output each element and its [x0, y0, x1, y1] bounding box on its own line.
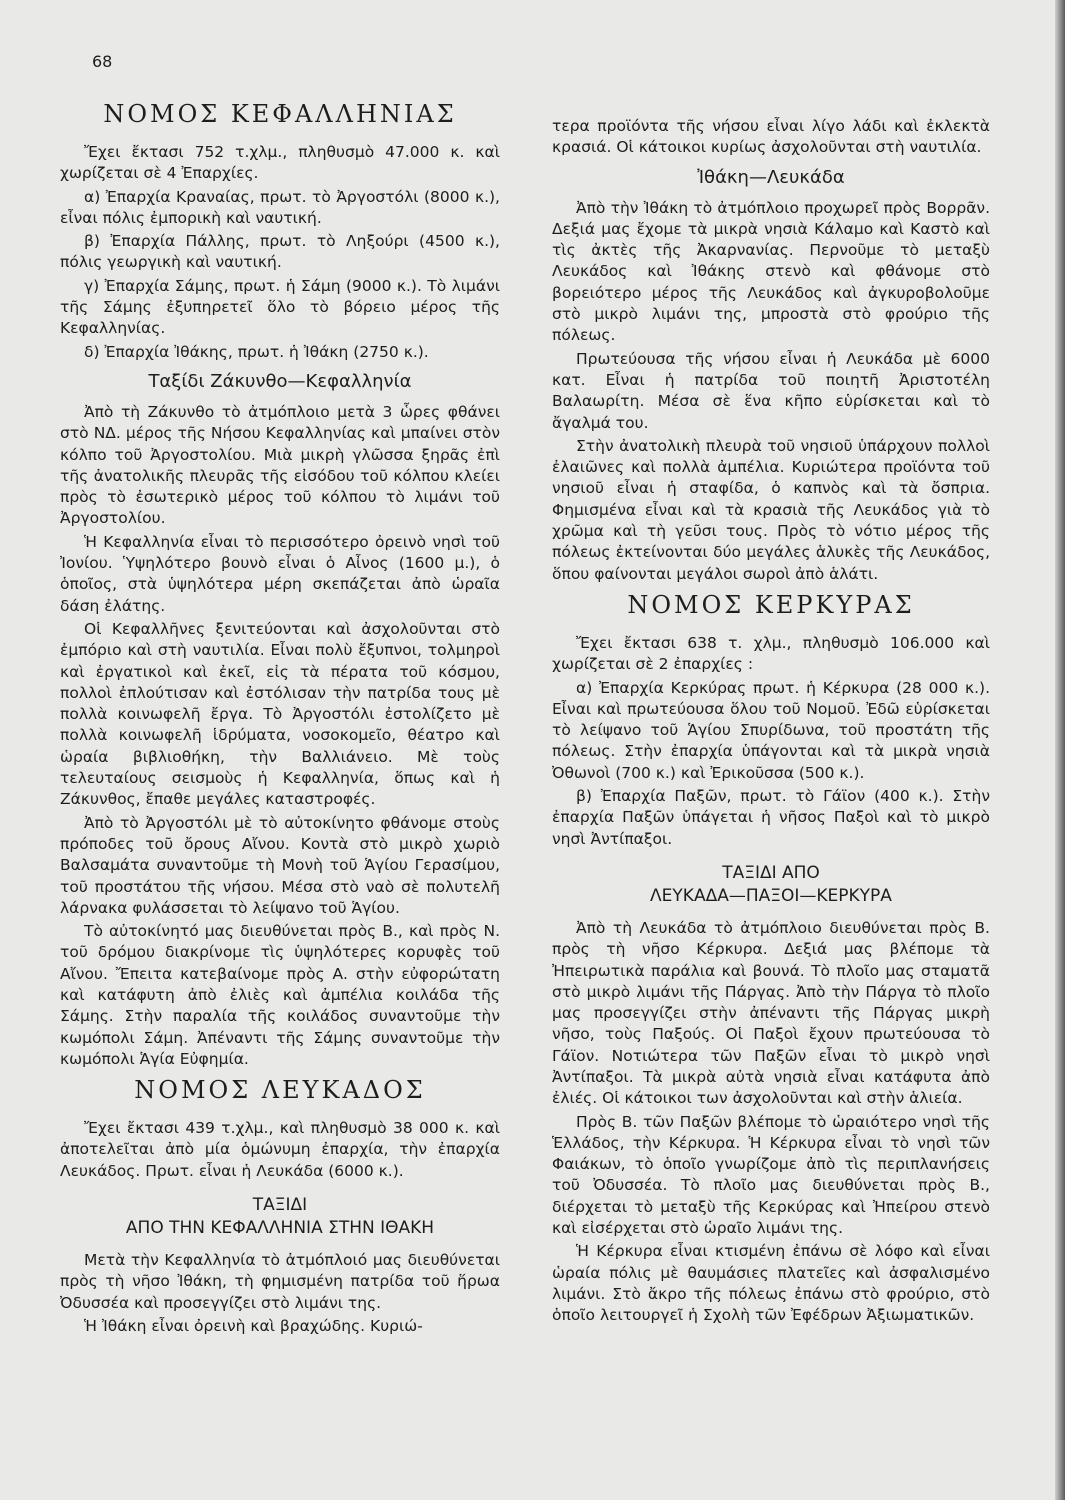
- paragraph: Ἀπὸ τὴν Ἰθάκη τὸ ἀτμόπλοιο προχωρεῖ πρὸς Βορρᾶν. Δεξιά μας ἔχομε τὰ μικρὰ νησιὰ Κάλαμο καὶ Καστὸ καὶ τὶς ἀκτὲς τῆς Ἀκαρνανίας. Περνοῦμε τὸ μεταξὺ Λευκάδος καὶ Ἰθάκης στενὸ καὶ φθάνομε στὸ βορειότερο μέρος τῆς Λευκάδος καὶ ἀγκυροβολοῦμε στὸ μικρὸ λιμάνι της, μπροστὰ στὸ φρούριο τῆς πόλεως.: [552, 198, 990, 345]
- page-number: 68: [92, 52, 113, 71]
- right-column: [552, 116, 990, 1329]
- paragraph: Ἀπὸ τὸ Ἀργοστόλι μὲ τὸ αὐτοκίνητο φθάνομε στοὺς πρόποδες τοῦ ὄρους Αἴνου. Κοντὰ στὸ μικρὸ χωριὸ Βαλσαμάτα συναντοῦμε τὴ Μονὴ τοῦ Ἁγίου Γερασίμου, τοῦ προστάτου τῆς νήσου. Μέσα στὸ ναὸ σὲ πολυτελῆ λάρνακα φυλάσσεται τὸ λείψανο τοῦ Ἁγίου.: [60, 813, 500, 917]
- paragraph: Στὴν ἀνατολικὴ πλευρὰ τοῦ νησιοῦ ὑπάρχουν πολλοὶ ἐλαιῶνες καὶ πολλὰ ἀμπέλια. Κυριώτερα προϊόντα τοῦ νησιοῦ εἶναι ἡ σταφίδα, ὁ καπνὸς καὶ τὰ ὄσπρια. Φημισμένα εἶναι καὶ τὰ κρασιὰ τῆς Λευκάδος γιὰ τὸ χρῶμα καὶ τὴ γεῦσι τους. Πρὸς τὸ νότιο μέρος τῆς πόλεως ἐκτείνονται δύο μεγάλες ἁλυκὲς τῆς Λευκάδος, ὅπου φαίνονται μεγάλοι σωροὶ ἀπὸ ἁλάτι.: [552, 436, 990, 583]
- heading-line: ΤΑΞΙΔΙ: [252, 1195, 308, 1216]
- paragraph: δ) Ἐπαρχία Ἰθάκης, πρωτ. ἡ Ἰθάκη (2750 κ.).: [84, 342, 429, 361]
- paragraph: Τὸ αὐτοκίνητό μας διευθύνεται πρὸς Β., καὶ πρὸς Ν. τοῦ δρόμου διακρίνομε τὶς ὑψηλότερες κορυφὲς τοῦ Αἴνου. Ἔπειτα κατεβαίνομε πρὸς Α. στὴν εὐφορώτατη καὶ κατάφυτη ἀπὸ ἐλιὲς καὶ ἀμπέλια κοιλάδα τῆς Σάμης. Στὴν παραλία τῆς κοιλάδος συναντοῦμε τὴν κωμόπολι Σάμη. Ἀπέναντι τῆς Σάμης συναντοῦμε τὴν κωμόπολι Ἁγία Εὐφημία.: [60, 922, 500, 1068]
- paragraph: Ἔχει ἔκτασι 439 τ.χλμ., καὶ πληθυσμὸ 38 000 κ. καὶ ἀποτελεῖται ἀπὸ μία ὁμώνυμη ἐπαρχία, τὴν ἐπαρχία Λευκάδος. Πρωτ. εἶναι ἡ Λευκάδα (6000 κ.).: [60, 1119, 500, 1180]
- heading-nomos-lefkados: ΝΟΜΟΣ ΛΕΥΚΑΔΟΣ: [134, 1076, 426, 1105]
- paragraph: β) Ἐπαρχία Πάλλης, πρωτ. τὸ Ληξούρι (4500 κ.), πόλις γεωργικὴ καὶ ναυτική.: [60, 232, 500, 272]
- paragraph: Ἀπὸ τὴ Λευκάδα τὸ ἀτμόπλοιο διευθύνεται πρὸς Β. πρὸς τὴ νῆσο Κέρκυρα. Δεξιά μας βλέπομε τὰ Ἠπειρωτικὰ παράλια καὶ βουνά. Τὸ πλοῖο μας σταματᾶ στὸ μικρὸ λιμάνι τῆς Πάργας. Ἀπὸ τὴν Πάργα τὸ πλοῖο μας προσεγγίζει στὴν ἀπέναντι τῆς Πάργας μικρὴ νῆσο, τοὺς Παξούς. Οἱ Παξοὶ ἔχουν πρωτεύουσα τὸ Γάϊον. Νοτιώτερα τῶν Παξῶν εἶναι τὸ μικρὸ νησὶ Ἀντίπαξοι. Τὰ μικρὰ αὐτὰ νησιὰ εἶναι κατάφυτα ἀπὸ ἐλιές. Οἱ κάτοικοι των ἀσχολοῦνται καὶ στὴν ἁλιεία.: [552, 918, 990, 1108]
- heading-trip-kefallinia-ithaki: [60, 1194, 500, 1240]
- paragraph: Ἡ Κέρκυρα εἶναι κτισμένη ἐπάνω σὲ λόφο καὶ εἶναι ὡραία πόλις μὲ θαυμάσιες πλατεῖες καὶ ἀσφαλισμένο λιμάνι. Στὸ ἄκρο τῆς πόλεως ἐπάνω στὸ φρούριο, στὸ ὁποῖο λειτουργεῖ ἡ Σχολὴ τῶν Ἐφέδρων Ἀξιωματικῶν.: [552, 1242, 990, 1325]
- heading-trip-zakynthos-kefallinia: Ταξίδι Ζάκυνθο—Κεφαλληνία: [148, 370, 412, 392]
- paragraph: Ἀπὸ τὴ Ζάκυνθο τὸ ἀτμόπλοιο μετὰ 3 ὧρες φθάνει στὸ ΝΔ. μέρος τῆς Νήσου Κεφαλληνίας καὶ μπαίνει στὸν κόλπο τοῦ Ἀργοστολίου. Μιὰ μικρὴ γλῶσσα ξηρᾶς ἐπὶ τῆς ἀνατολικῆς πλευρᾶς τῆς εἰσόδου τοῦ κόλπου κλείει πρὸς τὸ ἐσωτερικὸ μέρος τοῦ κόλπου τὸ λιμάνι τοῦ Ἀργοστολίου.: [60, 402, 500, 528]
- heading-nomos-kerkyras: ΝΟΜΟΣ ΚΕΡΚΥΡΑΣ: [627, 590, 915, 619]
- paragraph: Ἔχει ἔκτασι 752 τ.χλμ., πληθυσμὸ 47.000 κ. καὶ χωρίζεται σὲ 4 Ἐπαρχίες.: [60, 143, 500, 183]
- page-edge-shadow: [1055, 0, 1065, 1500]
- heading-line: ΤΑΞΙΔΙ ΑΠΟ: [722, 862, 820, 883]
- paragraph: γ) Ἐπαρχία Σάμης, πρωτ. ἡ Σάμη (9000 κ.). Τὸ λιμάνι τῆς Σάμης ἐξυπηρετεῖ ὅλο τὸ βόρειο μέρος τῆς Κεφαλληνίας.: [60, 276, 500, 338]
- paragraph: Ἡ Ἰθάκη εἶναι ὀρεινὴ καὶ βραχώδης. Κυριώ-: [84, 1316, 423, 1335]
- heading-ithaki-lefkada: Ἰθάκη—Λευκάδα: [697, 166, 845, 188]
- paragraph: Πρὸς Β. τῶν Παξῶν βλέπομε τὸ ὡραιότερο νησὶ τῆς Ἑλλάδος, τὴν Κέρκυρα. Ἡ Κέρκυρα εἶναι τὸ νησὶ τῶν Φαιάκων, τὸ ὁποῖο γνωρίζομε ἀπὸ τὶς περιπλανήσεις τοῦ Ὀδυσσέα. Τὸ πλοῖο μας διευθύνεται πρὸς Β., διέρχεται τὸ μεταξὺ τῆς Κερκύρας καὶ Ἠπείρου στενὸ καὶ εἰσέρχεται στὸ ὡραῖο λιμάνι της.: [552, 1112, 990, 1238]
- heading-line: ΑΠΟ ΤΗΝ ΚΕΦΑΛΛΗΝΙΑ ΣΤΗΝ ΙΘΑΚΗ: [125, 1218, 435, 1239]
- paragraph: Ἔχει ἔκτασι 638 τ. χλμ., πληθυσμὸ 106.000 καὶ χωρίζεται σὲ 2 ἐπαρχίες :: [552, 633, 990, 674]
- paragraph: α) Ἐπαρχία Κραναίας, πρωτ. τὸ Ἀργοστόλι (8000 κ.), εἶναι πόλις ἐμπορικὴ καὶ ναυτική.: [60, 187, 500, 227]
- paragraph: τερα προϊόντα τῆς νήσου εἶναι λίγο λάδι καὶ ἐκλεκτὰ κρασιά. Οἱ κάτοικοι κυρίως ἀσχολοῦνται στὴ ναυτιλία.: [552, 117, 990, 157]
- paragraph: Μετὰ τὴν Κεφαλληνία τὸ ἀτμόπλοιό μας διευθύνεται πρὸς τὴ νῆσο Ἰθάκη, τὴ φημισμένη πατρίδα τοῦ ἥρωα Ὀδυσσέα καὶ προσεγγίζει στὸ λιμάνι της.: [60, 1251, 500, 1312]
- heading-trip-lefkada-paxoi-kerkyra: [552, 862, 990, 908]
- heading-line: ΛΕΥΚΑΔΑ—ΠΑΞΟΙ—ΚΕΡΚΥΡΑ: [650, 885, 892, 906]
- paragraph: Οἱ Κεφαλλῆνες ξενιτεύονται καὶ ἀσχολοῦνται στὸ ἐμπόριο καὶ στὴ ναυτιλία. Εἶναι πολὺ ἔξυπνοι, τολμηροὶ καὶ ἐργατικοὶ καὶ ἐκεῖ, εἰς τὰ πέρατα τοῦ κόσμου, πολλοὶ ἐπλούτισαν καὶ ἐστόλισαν τὴν πατρίδα τους μὲ πολλὰ κοινωφελῆ ἔργα. Τὸ Ἀργοστόλι ἐστολίζετο μὲ πολλὰ κοινωφελῆ ἱδρύματα, νοσοκομεῖο, θέατρο καὶ ὡραία βιβλιοθήκη, τὴν Βαλλιάνειο. Μὲ τοὺς τελευταίους σεισμοὺς ἡ Κεφαλληνία, ὅπως καὶ ἡ Ζάκυνθος, ἔπαθε μεγάλες καταστροφές.: [60, 619, 500, 809]
- paragraph: Ἡ Κεφαλληνία εἶναι τὸ περισσότερο ὀρεινὸ νησὶ τοῦ Ἰονίου. Ὑψηλότερο βουνὸ εἶναι ὁ Αἶνος (1600 μ.), ὁ ὁποῖος, στὰ ὑψηλότερα μέρη σκεπάζεται ἀπὸ ὡραῖα δάση ἐλάτης.: [60, 532, 500, 615]
- paragraph: β) Ἐπαρχία Παξῶν, πρωτ. τὸ Γάϊον (400 κ.). Στὴν ἐπαρχία Παξῶν ὑπάγεται ἡ νῆσος Παξοὶ καὶ τὸ μικρὸ νησὶ Ἀντίπαξοι.: [552, 787, 990, 848]
- paragraph: α) Ἐπαρχία Κερκύρας πρωτ. ἡ Κέρκυρα (28 000 κ.). Εἶναι καὶ πρωτεύουσα ὅλου τοῦ Νομοῦ. Ἐδῶ εὑρίσκεται τὸ λείψανο τοῦ Ἁγίου Σπυρίδωνα, τοῦ προστάτη τῆς πόλεως. Στὴν ἐπαρχία ὑπάγονται καὶ τὰ μικρὰ νησιὰ Ὀθωνοὶ (700 κ.) καὶ Ἐρικοῦσσα (500 κ.).: [552, 678, 990, 782]
- left-column: [60, 100, 500, 1339]
- heading-nomos-kefallinias: ΝΟΜΟΣ ΚΕΦΑΛΛΗΝΙΑΣ: [103, 100, 457, 128]
- paragraph: Πρωτεύουσα τῆς νήσου εἶναι ἡ Λευκάδα μὲ 6000 κατ. Εἶναι ἡ πατρίδα τοῦ ποιητῆ Ἀριστοτέλη Βαλαωρίτη. Μέσα σὲ ἕνα κῆπο εὑρίσκεται καὶ τὸ ἄγαλμά του.: [552, 349, 990, 432]
